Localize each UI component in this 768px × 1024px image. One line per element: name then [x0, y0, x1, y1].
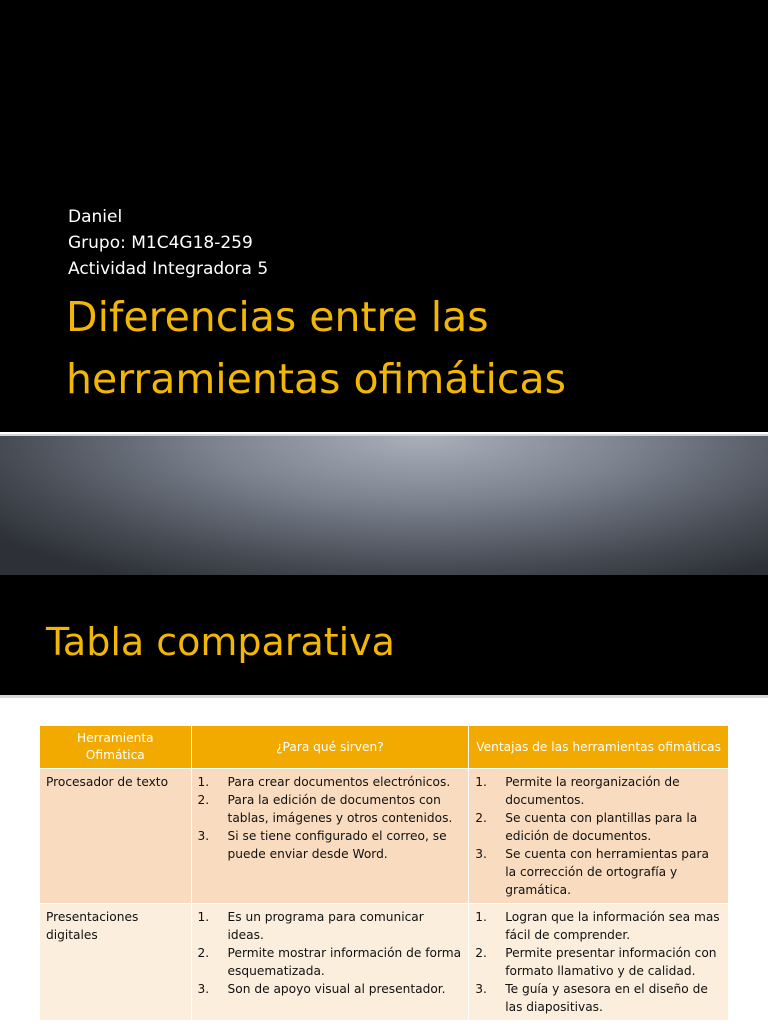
- item-text: Permite la reorganización de documentos.: [505, 775, 680, 807]
- decorative-gradient-band: [0, 434, 768, 577]
- list-item: [198, 944, 463, 980]
- list-item: [198, 791, 463, 827]
- group-code: Grupo: M1C4G18-259: [68, 233, 253, 253]
- list-item: [198, 980, 463, 998]
- uses-list: [198, 773, 463, 863]
- item-number: 2.: [197, 793, 210, 807]
- section-title: Tabla comparativa: [46, 620, 395, 664]
- uses-list: [198, 908, 463, 998]
- comparison-table: [39, 725, 729, 1021]
- table-row: [40, 769, 729, 904]
- presentation-title: [66, 286, 566, 410]
- item-number: 1.: [475, 910, 487, 924]
- header-uses: ¿Para qué sirven?: [191, 726, 469, 769]
- table-header-row: [40, 726, 729, 769]
- list-item: [198, 773, 463, 791]
- uses-cell: [191, 904, 469, 1021]
- slide-separator: [0, 695, 768, 698]
- item-text: Se cuenta con herramientas para la corrección de ortografía y gramática.: [505, 847, 709, 897]
- list-item: [198, 908, 463, 944]
- advantages-list: [475, 908, 722, 1016]
- list-item: [475, 809, 722, 845]
- author-name: Daniel: [68, 207, 123, 227]
- item-number: 1.: [475, 775, 487, 789]
- tool-cell: Procesador de texto: [40, 769, 192, 904]
- title-line-1: Diferencias entre las: [66, 293, 489, 341]
- item-number: 3.: [197, 829, 210, 843]
- list-item: [475, 944, 722, 980]
- item-number: 2.: [475, 946, 487, 960]
- advantages-cell: [469, 769, 729, 904]
- advantages-cell: [469, 904, 729, 1021]
- uses-cell: [191, 769, 469, 904]
- item-number: 1.: [197, 775, 210, 789]
- item-text: Para crear documentos electrónicos.: [227, 775, 451, 789]
- item-text: Permite presentar información con formato llamativo y de calidad.: [505, 946, 717, 978]
- item-number: 1.: [197, 910, 210, 924]
- list-item: [198, 827, 463, 863]
- tool-cell: Presentaciones digitales: [40, 904, 192, 1021]
- item-number: 2.: [197, 946, 210, 960]
- header-advantages: Ventajas de las herramientas ofimáticas: [469, 726, 729, 769]
- list-item: [475, 845, 722, 899]
- list-item: [475, 773, 722, 809]
- list-item: [475, 908, 722, 944]
- item-number: 3.: [475, 982, 487, 996]
- item-number: 3.: [197, 982, 210, 996]
- item-text: Es un programa para comunicar ideas.: [227, 910, 424, 942]
- item-text: Permite mostrar información de forma esquematizada.: [227, 946, 462, 978]
- item-text: Si se tiene configurado el correo, se puede enviar desde Word.: [227, 829, 447, 861]
- table-row: [40, 904, 729, 1021]
- item-number: 3.: [475, 847, 487, 861]
- item-text: Te guía y asesora en el diseño de las diapositivas.: [505, 982, 708, 1014]
- list-item: [475, 980, 722, 1016]
- header-tool: Herramienta Ofimática: [40, 726, 192, 769]
- item-text: Se cuenta con plantillas para la edición de documentos.: [505, 811, 698, 843]
- item-text: Para la edición de documentos con tablas, imágenes y otros contenidos.: [227, 793, 453, 825]
- item-text: Logran que la información sea mas fácil de comprender.: [505, 910, 720, 942]
- item-number: 2.: [475, 811, 487, 825]
- activity-name: Actividad Integradora 5: [68, 259, 269, 279]
- title-line-2: herramientas ofimáticas: [66, 355, 566, 403]
- item-text: Son de apoyo visual al presentador.: [227, 982, 446, 996]
- advantages-list: [475, 773, 722, 899]
- author-block: [68, 204, 268, 282]
